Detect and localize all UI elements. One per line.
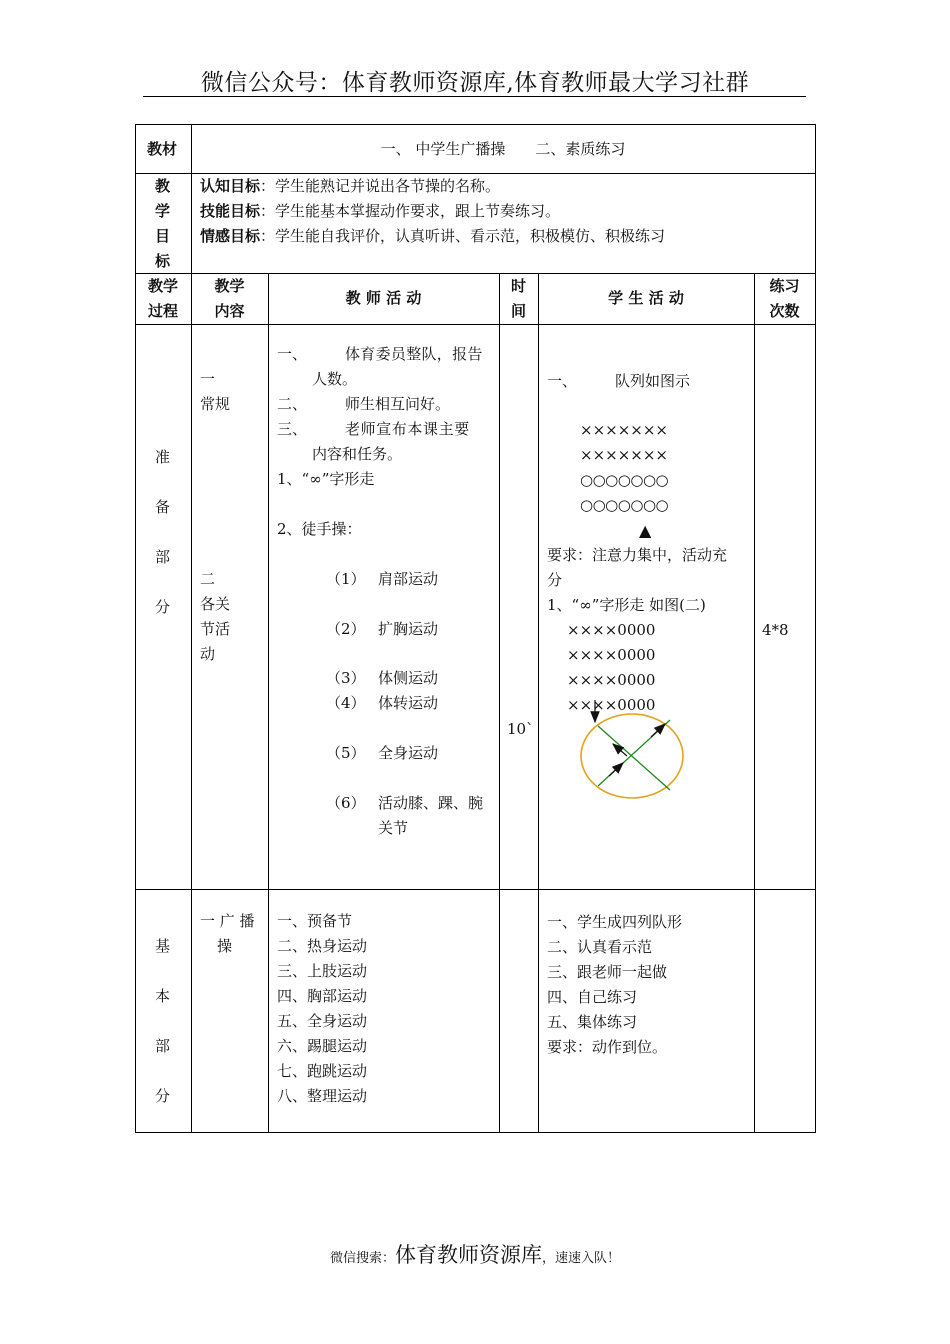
broadcast-section: 一、预备节 xyxy=(277,912,353,930)
exercise-text: 全身运动 xyxy=(378,744,439,762)
exercise-num: （3） xyxy=(326,669,366,687)
exercise-num: （1） xyxy=(326,570,366,588)
col-header-content xyxy=(191,274,268,324)
figure8-row: ××××0000 xyxy=(567,621,656,639)
basic-student-step: 要求：动作到位。 xyxy=(547,1038,668,1056)
exercise-text: 活动膝、踝、腕 xyxy=(378,794,484,812)
objectives-label-char: 目 xyxy=(155,227,171,245)
footer-name: 体育教师资源库 xyxy=(395,1243,542,1267)
objective-skill xyxy=(200,199,560,224)
exercise-text: 关节 xyxy=(378,819,409,837)
broadcast-section: 六、踢腿运动 xyxy=(277,1037,368,1055)
material-content: 一、 中学生广播操 二、素质练习 xyxy=(380,140,626,158)
table-column-rule xyxy=(499,273,500,1133)
page-footer xyxy=(0,1239,950,1269)
basic-student-step: 四、自己练习 xyxy=(547,988,638,1006)
figure8-row: ××××0000 xyxy=(567,671,656,689)
objectives-label-char: 标 xyxy=(155,252,171,270)
col-header-time-line: 时 xyxy=(510,277,526,295)
prep-teacher-num: 二、 xyxy=(277,395,308,413)
col-header-content-line: 内容 xyxy=(214,302,245,320)
basic-student-step: 五、集体练习 xyxy=(547,1013,638,1031)
formation-row: ××××××× xyxy=(580,421,668,439)
prep-requirement-line: 要求：注意力集中，活动充 xyxy=(547,546,728,564)
col-header-time xyxy=(499,274,538,324)
exercise-num: （6） xyxy=(326,794,366,812)
exercise-text: 体转运动 xyxy=(378,694,439,712)
prep-teacher-num: 一、 xyxy=(277,345,308,363)
table-border-bottom xyxy=(135,1132,816,1133)
basic-student-step: 三、跟老师一起做 xyxy=(547,963,668,981)
figure8-row: ××××0000 xyxy=(567,696,656,714)
prep-teacher-text: 老师宣布本课主要 xyxy=(345,420,470,438)
objective-affective-label: 情感目标 xyxy=(200,227,261,245)
table-border-right xyxy=(815,124,816,1133)
table-column-rule xyxy=(268,273,269,1133)
prep-reps: 4*8 xyxy=(762,621,789,639)
prep-teacher-num: 三、 xyxy=(277,420,308,438)
objectives-label-char: 学 xyxy=(155,202,171,220)
diagonal-path xyxy=(598,726,670,790)
table-rule xyxy=(135,889,816,890)
objective-cognitive-text: ：学生能熟记并说出各节操的名称。 xyxy=(260,177,501,195)
col-header-teacher: 教 师 活 动 xyxy=(345,289,422,307)
prep-content-line: 二 xyxy=(200,570,216,588)
broadcast-section: 四、胸部运动 xyxy=(277,987,368,1005)
prep-teacher-text: 1、“∞”字形走 xyxy=(277,470,375,488)
page-header-title: 微信公众号：体育教师资源库,体育教师最大学习社群 xyxy=(200,70,750,96)
figure8-row: ××××0000 xyxy=(567,646,656,664)
exercise-num: （2） xyxy=(326,620,366,638)
basic-student-step: 一、学生成四列队形 xyxy=(547,913,683,931)
teacher-marker-icon: ▲ xyxy=(639,521,652,540)
broadcast-section: 三、上肢运动 xyxy=(277,962,368,980)
formation-title-text: 队列如图示 xyxy=(615,372,691,390)
basic-content-line: 操 xyxy=(217,937,233,955)
col-header-process xyxy=(135,274,191,324)
basic-content-line: 一 广 播 xyxy=(200,912,255,930)
objective-affective-text: ：学生能自我评价，认真听讲、看示范，积极模仿、积极练习 xyxy=(260,227,666,245)
figure8-title: 1、“∞”字形走 如图(二) xyxy=(547,596,706,614)
header-divider xyxy=(143,96,806,97)
prep-content-joints xyxy=(200,567,230,667)
footer-prefix: 微信搜索： xyxy=(329,1251,395,1266)
prep-content-routine xyxy=(200,367,230,417)
formation-row: ○○○○○○○ xyxy=(580,496,669,514)
basic-process-char: 分 xyxy=(155,1087,171,1105)
col-header-student: 学 生 活 动 xyxy=(608,289,684,307)
col-header-process-line: 教学 xyxy=(147,277,178,295)
prep-content-line: 各关 xyxy=(200,595,231,613)
footer-suffix: ，速速入队！ xyxy=(542,1251,621,1266)
prep-process-char: 分 xyxy=(155,598,171,616)
prep-teacher-text: 人数。 xyxy=(312,370,358,388)
exercise-text: 肩部运动 xyxy=(378,570,439,588)
exercise-text: 扩胸运动 xyxy=(378,620,439,638)
material-label: 教材 xyxy=(147,140,178,158)
prep-content-line: 动 xyxy=(200,645,216,663)
col-header-reps-line: 练习 xyxy=(769,277,800,295)
prep-process-char: 准 xyxy=(155,448,171,466)
prep-teacher-text: 内容和任务。 xyxy=(312,445,403,463)
broadcast-section: 八、整理运动 xyxy=(277,1087,368,1105)
basic-process-char: 本 xyxy=(155,987,171,1005)
basic-process-char: 基 xyxy=(155,937,171,955)
col-header-time-line: 间 xyxy=(510,302,526,320)
figure8-diagram xyxy=(575,700,695,805)
col-header-process-line: 过程 xyxy=(147,302,178,320)
prep-content-line: 常规 xyxy=(200,395,231,413)
objective-skill-label: 技能目标 xyxy=(200,202,261,220)
table-column-rule xyxy=(538,273,539,1133)
broadcast-section: 二、热身运动 xyxy=(277,937,368,955)
col-header-content-line: 教学 xyxy=(214,277,245,295)
basic-process-char: 部 xyxy=(155,1037,171,1055)
exercise-text: 体侧运动 xyxy=(378,669,439,687)
prep-content-line: 一 xyxy=(200,370,216,388)
col-header-reps-line: 次数 xyxy=(769,302,800,320)
objective-cognitive xyxy=(200,174,500,199)
formation-row: ○○○○○○○ xyxy=(580,471,669,489)
objective-cognitive-label: 认知目标 xyxy=(200,177,261,195)
prep-process-char: 备 xyxy=(155,498,171,516)
exercise-num: （5） xyxy=(326,744,366,762)
formation-row: ××××××× xyxy=(580,446,668,464)
table-column-rule xyxy=(754,273,755,1133)
objective-skill-text: ：学生能基本掌握动作要求，跟上节奏练习。 xyxy=(260,202,561,220)
prep-content-line: 节活 xyxy=(200,620,231,638)
objectives-label-char: 教 xyxy=(155,177,171,195)
prep-requirement-line: 分 xyxy=(547,571,563,589)
prep-time: 10` xyxy=(507,720,534,738)
broadcast-section: 七、跑跳运动 xyxy=(277,1062,368,1080)
table-border-top xyxy=(135,124,816,125)
broadcast-section: 五、全身运动 xyxy=(277,1012,368,1030)
direction-arrow xyxy=(651,724,665,737)
col-header-reps xyxy=(754,274,815,324)
prep-teacher-text: 师生相互问好。 xyxy=(345,395,451,413)
table-rule xyxy=(135,324,816,325)
prep-teacher-text: 体育委员整队，报告 xyxy=(345,345,483,363)
prep-teacher-text: 2、徒手操： xyxy=(277,520,362,538)
objective-affective xyxy=(200,224,665,249)
direction-arrow xyxy=(609,763,623,776)
basic-student-step: 二、认真看示范 xyxy=(547,938,653,956)
prep-process-char: 部 xyxy=(155,548,171,566)
formation-title-num: 一、 xyxy=(547,372,578,390)
exercise-num: （4） xyxy=(326,694,366,712)
